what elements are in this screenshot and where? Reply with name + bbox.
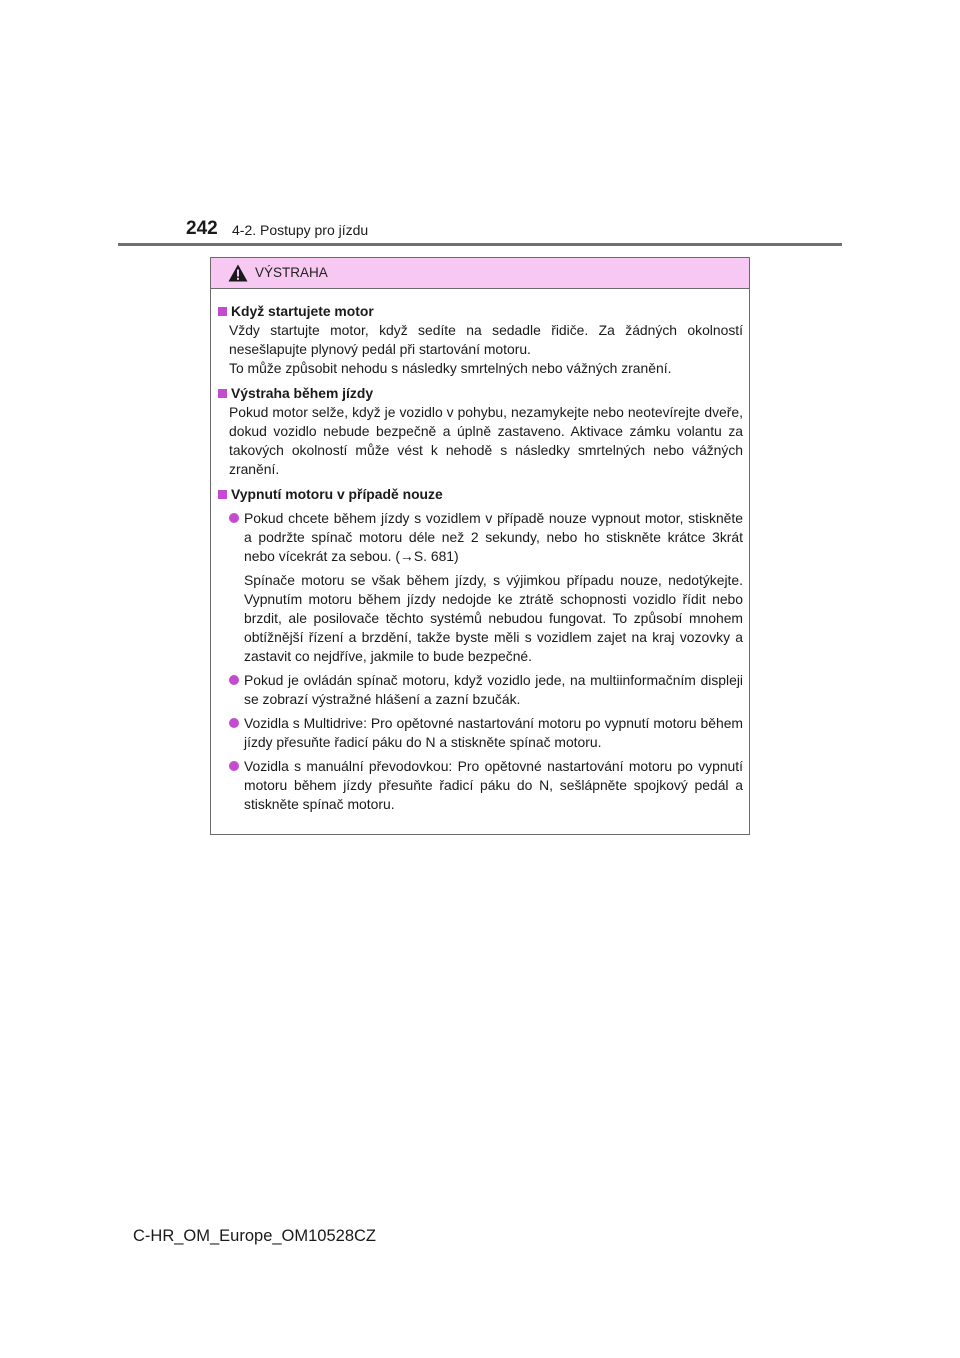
warning-body — [211, 289, 749, 834]
section-title: 4-2. Postupy pro jízdu — [232, 222, 369, 238]
topic-starting-engine — [217, 302, 743, 378]
bullet-item — [229, 671, 743, 709]
topic-title: Když startujete motor — [231, 303, 374, 319]
topic-text-line: To může způsobit nehodu s následky smrtelných nebo vážných zranění. — [229, 360, 672, 376]
page-number: 242 — [186, 218, 218, 239]
topic-emergency-stop — [217, 485, 743, 814]
square-bullet-icon — [218, 307, 227, 316]
square-bullet-icon — [218, 490, 227, 499]
topic-title: Vypnutí motoru v případě nouze — [231, 486, 443, 502]
bullet-item — [229, 509, 743, 566]
circle-bullet-icon — [229, 761, 239, 771]
topic-heading — [217, 384, 743, 403]
topic-heading — [217, 302, 743, 321]
bullet-item — [229, 714, 743, 752]
bullet-text: Vozidla s manuální převodovkou: Pro opětovné nastartování motoru po vypnutí motoru během jízdy přesuňte řadicí páku do N, sešlápněte spojkový pedál a stiskněte spínač motoru. — [244, 758, 743, 812]
topic-driving-warning — [217, 384, 743, 479]
topic-heading — [217, 485, 743, 504]
warning-header — [211, 258, 749, 289]
bullet-text: Vozidla s Multidrive: Pro opětovné nastartování motoru po vypnutí motoru během jízdy přesuňte řadicí páku do N a stiskněte spínač motoru. — [244, 715, 743, 750]
topic-title: Výstraha během jízdy — [231, 385, 374, 401]
circle-bullet-icon — [229, 675, 239, 685]
topic-text: Pokud motor selže, když je vozidlo v pohybu, nezamykejte nebo neotevírejte dveře, dokud vozidlo nebude bezpečně a úplně zastaveno. Aktivace zámku volantu za takových okolností může vést k nehodě s následky smrtelných nebo vážných zranění. — [229, 404, 743, 477]
warning-triangle-icon — [228, 264, 248, 282]
circle-bullet-icon — [229, 513, 239, 523]
square-bullet-icon — [218, 389, 227, 398]
header-rule — [118, 243, 842, 246]
bullet-text: Pokud je ovládán spínač motoru, když vozidlo jede, na multiinformačním displeji se zobrazí výstražné hlášení a zazní bzučák. — [244, 672, 743, 707]
topic-text-line: Vždy startujte motor, když sedíte na sedadle řidiče. Za žádných okolností nesešlapujte plynový pedál při startování motoru. — [229, 322, 743, 357]
footer-doc-code: C-HR_OM_Europe_OM10528CZ — [133, 1227, 377, 1245]
topic-text — [229, 321, 743, 378]
circle-bullet-icon — [229, 718, 239, 728]
warning-box — [210, 257, 750, 835]
warning-label: VÝSTRAHA — [255, 265, 328, 280]
bullet-text: Pokud chcete během jízdy s vozidlem v případě nouze vypnout motor, stiskněte a podržte spínač motoru déle než 2 sekundy, nebo ho stiskněte krátce 3krát nebo vícekrát za sebou. (→S. 681) — [244, 510, 743, 564]
bullet-followup-text: Spínače motoru se však během jízdy, s výjimkou případu nouze, nedotýkejte. Vypnutím motoru během jízdy nedojde ke ztrátě schopnosti vozidlo řídit nebo brzdit, ale posilovače těchto systémů nebudou fungovat. To způsobí mnohem obtížnější řízení a brzdění, takže byste měli s vozidlem zajet na kraj vozovky a zastavit co nejdříve, jakmile to bude bezpečné. — [244, 572, 743, 664]
bullet-item — [229, 757, 743, 814]
